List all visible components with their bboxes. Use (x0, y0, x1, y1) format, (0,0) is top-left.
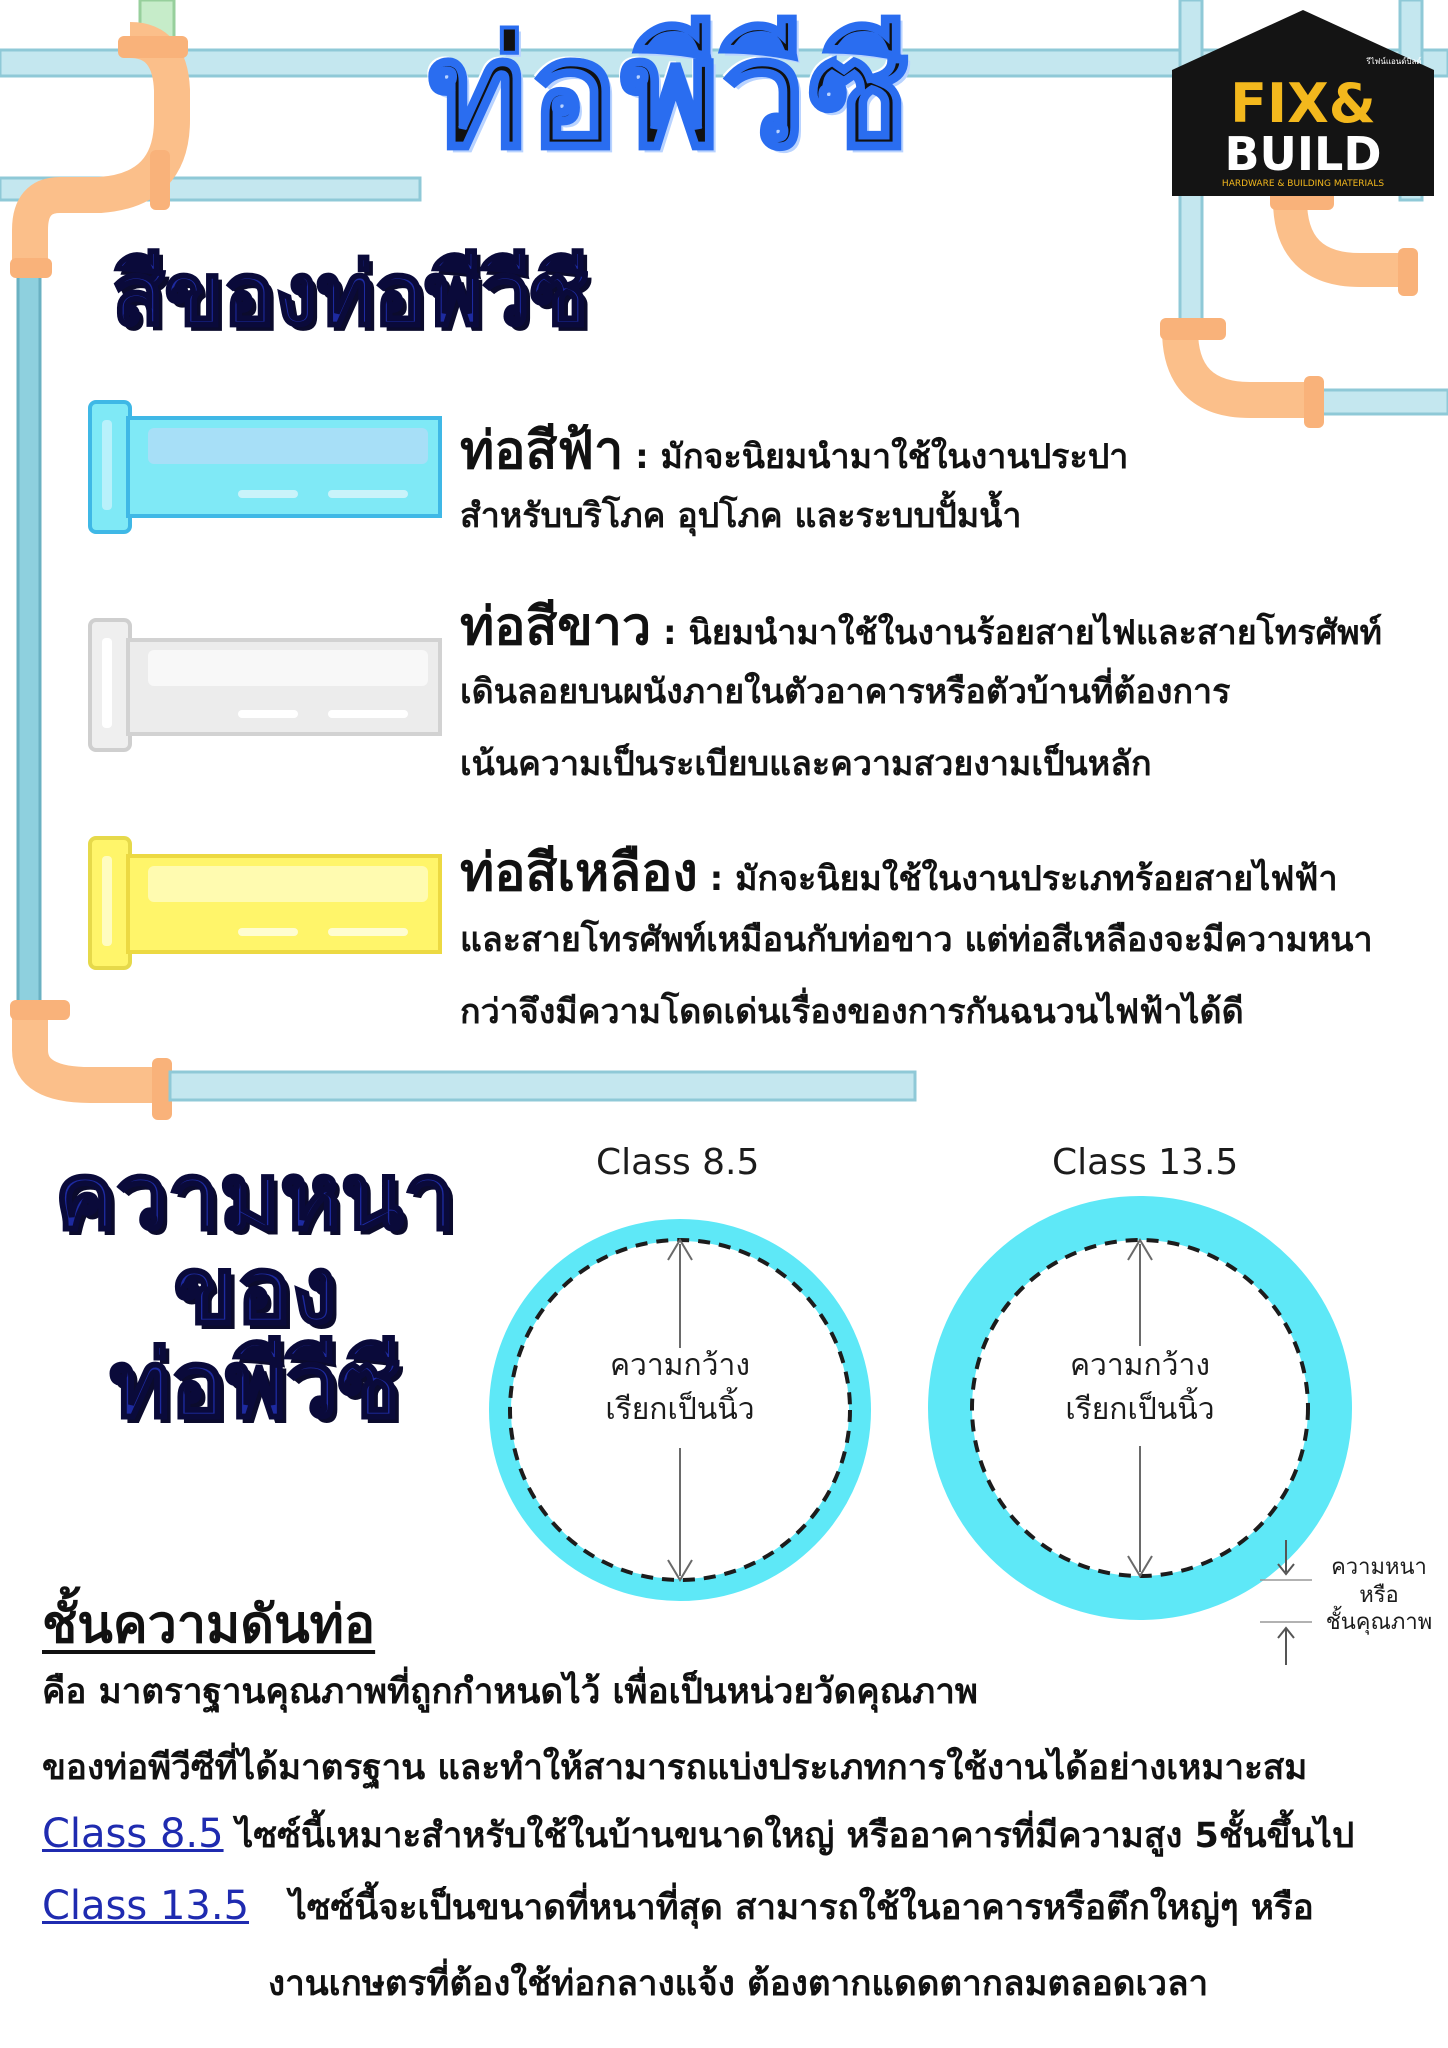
white-pipe-desc-2: เดินลอยบนผนังภายในตัวอาคารหรือตัวบ้านที่ต้องการ (460, 672, 1231, 712)
diagram-class-8-5-label: Class 8.5 (596, 1142, 760, 1183)
thickness-note-line: หรือ (1359, 1582, 1399, 1608)
ring-label-line: เรียกเป็นนิ้ว (1065, 1391, 1215, 1427)
thickness-note-line: ความหนา (1331, 1555, 1427, 1580)
class-8-5-link[interactable]: Class 8.5 (42, 1811, 224, 1857)
class-13-5-continuation: งานเกษตรที่ต้องใช้ท่อกลางแจ้ง ต้องตากแดดตากลมตลอดเวลา (268, 1964, 1209, 2004)
blue-pipe-icon (88, 400, 444, 536)
blue-pipe-desc-1: มักจะนิยมนำมาใช้ในงานประปา (660, 437, 1129, 477)
ring-13-5-inner-label (1030, 1344, 1250, 1431)
class-8-5-text: ไซซ์นี้เหมาะสำหรับใช้ในบ้านขนาดใหญ่ หรืออาคารที่มีความสูง 5ชั้นขึ้นไป (235, 1816, 1355, 1856)
thickness-title-line-3: ท่อพีวีซี (109, 1330, 401, 1438)
white-pipe-desc-1: นิยมนำมาใช้ในงานร้อยสายไฟและสายโทรศัพท์ (688, 613, 1383, 653)
thickness-title (20, 1143, 490, 1438)
yellow-pipe-icon (88, 836, 444, 972)
blue-pipe-desc-2: สำหรับบริโภค อุปโภค และระบบปั้มน้ำ (460, 496, 1022, 536)
thickness-note-line: ชั้นคุณภาพ (1325, 1610, 1433, 1635)
yellow-pipe-name: ท่อสีเหลือง (460, 843, 698, 903)
logo-tagline: HARDWARE & BUILDING MATERIALS (1221, 179, 1385, 189)
thickness-title-line-2: ของ (173, 1236, 337, 1344)
class-13-5-link[interactable]: Class 13.5 (42, 1883, 250, 1929)
logo-top-text: FIX& (1230, 72, 1376, 135)
thickness-title-line-1: ความหนา (54, 1143, 456, 1250)
pressure-intro-line-2: ของท่อพีวีซีที่ได้มาตรฐาน และทำให้สามารถแบ่งประเภทการใช้งานได้อย่างเหมาะสม (42, 1748, 1308, 1788)
thickness-note (1304, 1554, 1448, 1637)
ring-label-line: ความกว้าง (1069, 1348, 1211, 1383)
yellow-pipe-desc-2: และสายโทรศัพท์เหมือนกับท่อขาว แต่ท่อสีเหลืองจะมีความหนา (460, 920, 1373, 960)
brand-logo (1172, 10, 1434, 196)
class-13-5-row (42, 1880, 1314, 1935)
separator: : (697, 859, 736, 899)
blue-pipe-name: ท่อสีฟ้า (460, 421, 624, 481)
colors-section-title: สีของท่อพีวีซี (112, 245, 589, 345)
diagram-class-13-5-label: Class 13.5 (1052, 1142, 1239, 1183)
white-pipe-name: ท่อสีขาว (460, 597, 652, 657)
pressure-section-heading: ชั้นความดันท่อ (42, 1595, 376, 1655)
ring-label-line: ความกว้าง (609, 1348, 751, 1383)
class-13-5-text: ไซซ์นี้จะเป็นขนาดที่หนาที่สุด สามารถใช้ในอาคารหรือตึกใหญ่ๆ หรือ (289, 1888, 1314, 1928)
class-8-5-row (42, 1808, 1354, 1863)
yellow-pipe-desc-3: กว่าจึงมีความโดดเด่นเรื่องของการกันฉนวนไฟฟ้าได้ดี (460, 992, 1244, 1032)
white-pipe-desc-3: เน้นความเป็นระเบียบและความสวยงามเป็นหลัก (460, 744, 1152, 784)
separator: : (651, 613, 689, 653)
separator: : (623, 437, 661, 477)
ring-8-5-inner-label (570, 1344, 790, 1431)
white-pipe-icon (88, 618, 444, 754)
pressure-intro-line-1: คือ มาตราฐานคุณภาพที่ถูกกำหนดไว้ เพื่อเป็นหน่วยวัดคุณภาพ (42, 1672, 978, 1712)
logo-bottom-text: BUILD (1224, 127, 1382, 181)
page-title: ท่อพีวีซี (428, 8, 912, 182)
ring-label-line: เรียกเป็นนิ้ว (605, 1391, 755, 1427)
logo-corner-text: รีไฟน์แอนด์บิลด์ (1366, 57, 1422, 66)
yellow-pipe-desc-1: มักจะนิยมใช้ในงานประเภทร้อยสายไฟฟ้า (735, 859, 1338, 899)
